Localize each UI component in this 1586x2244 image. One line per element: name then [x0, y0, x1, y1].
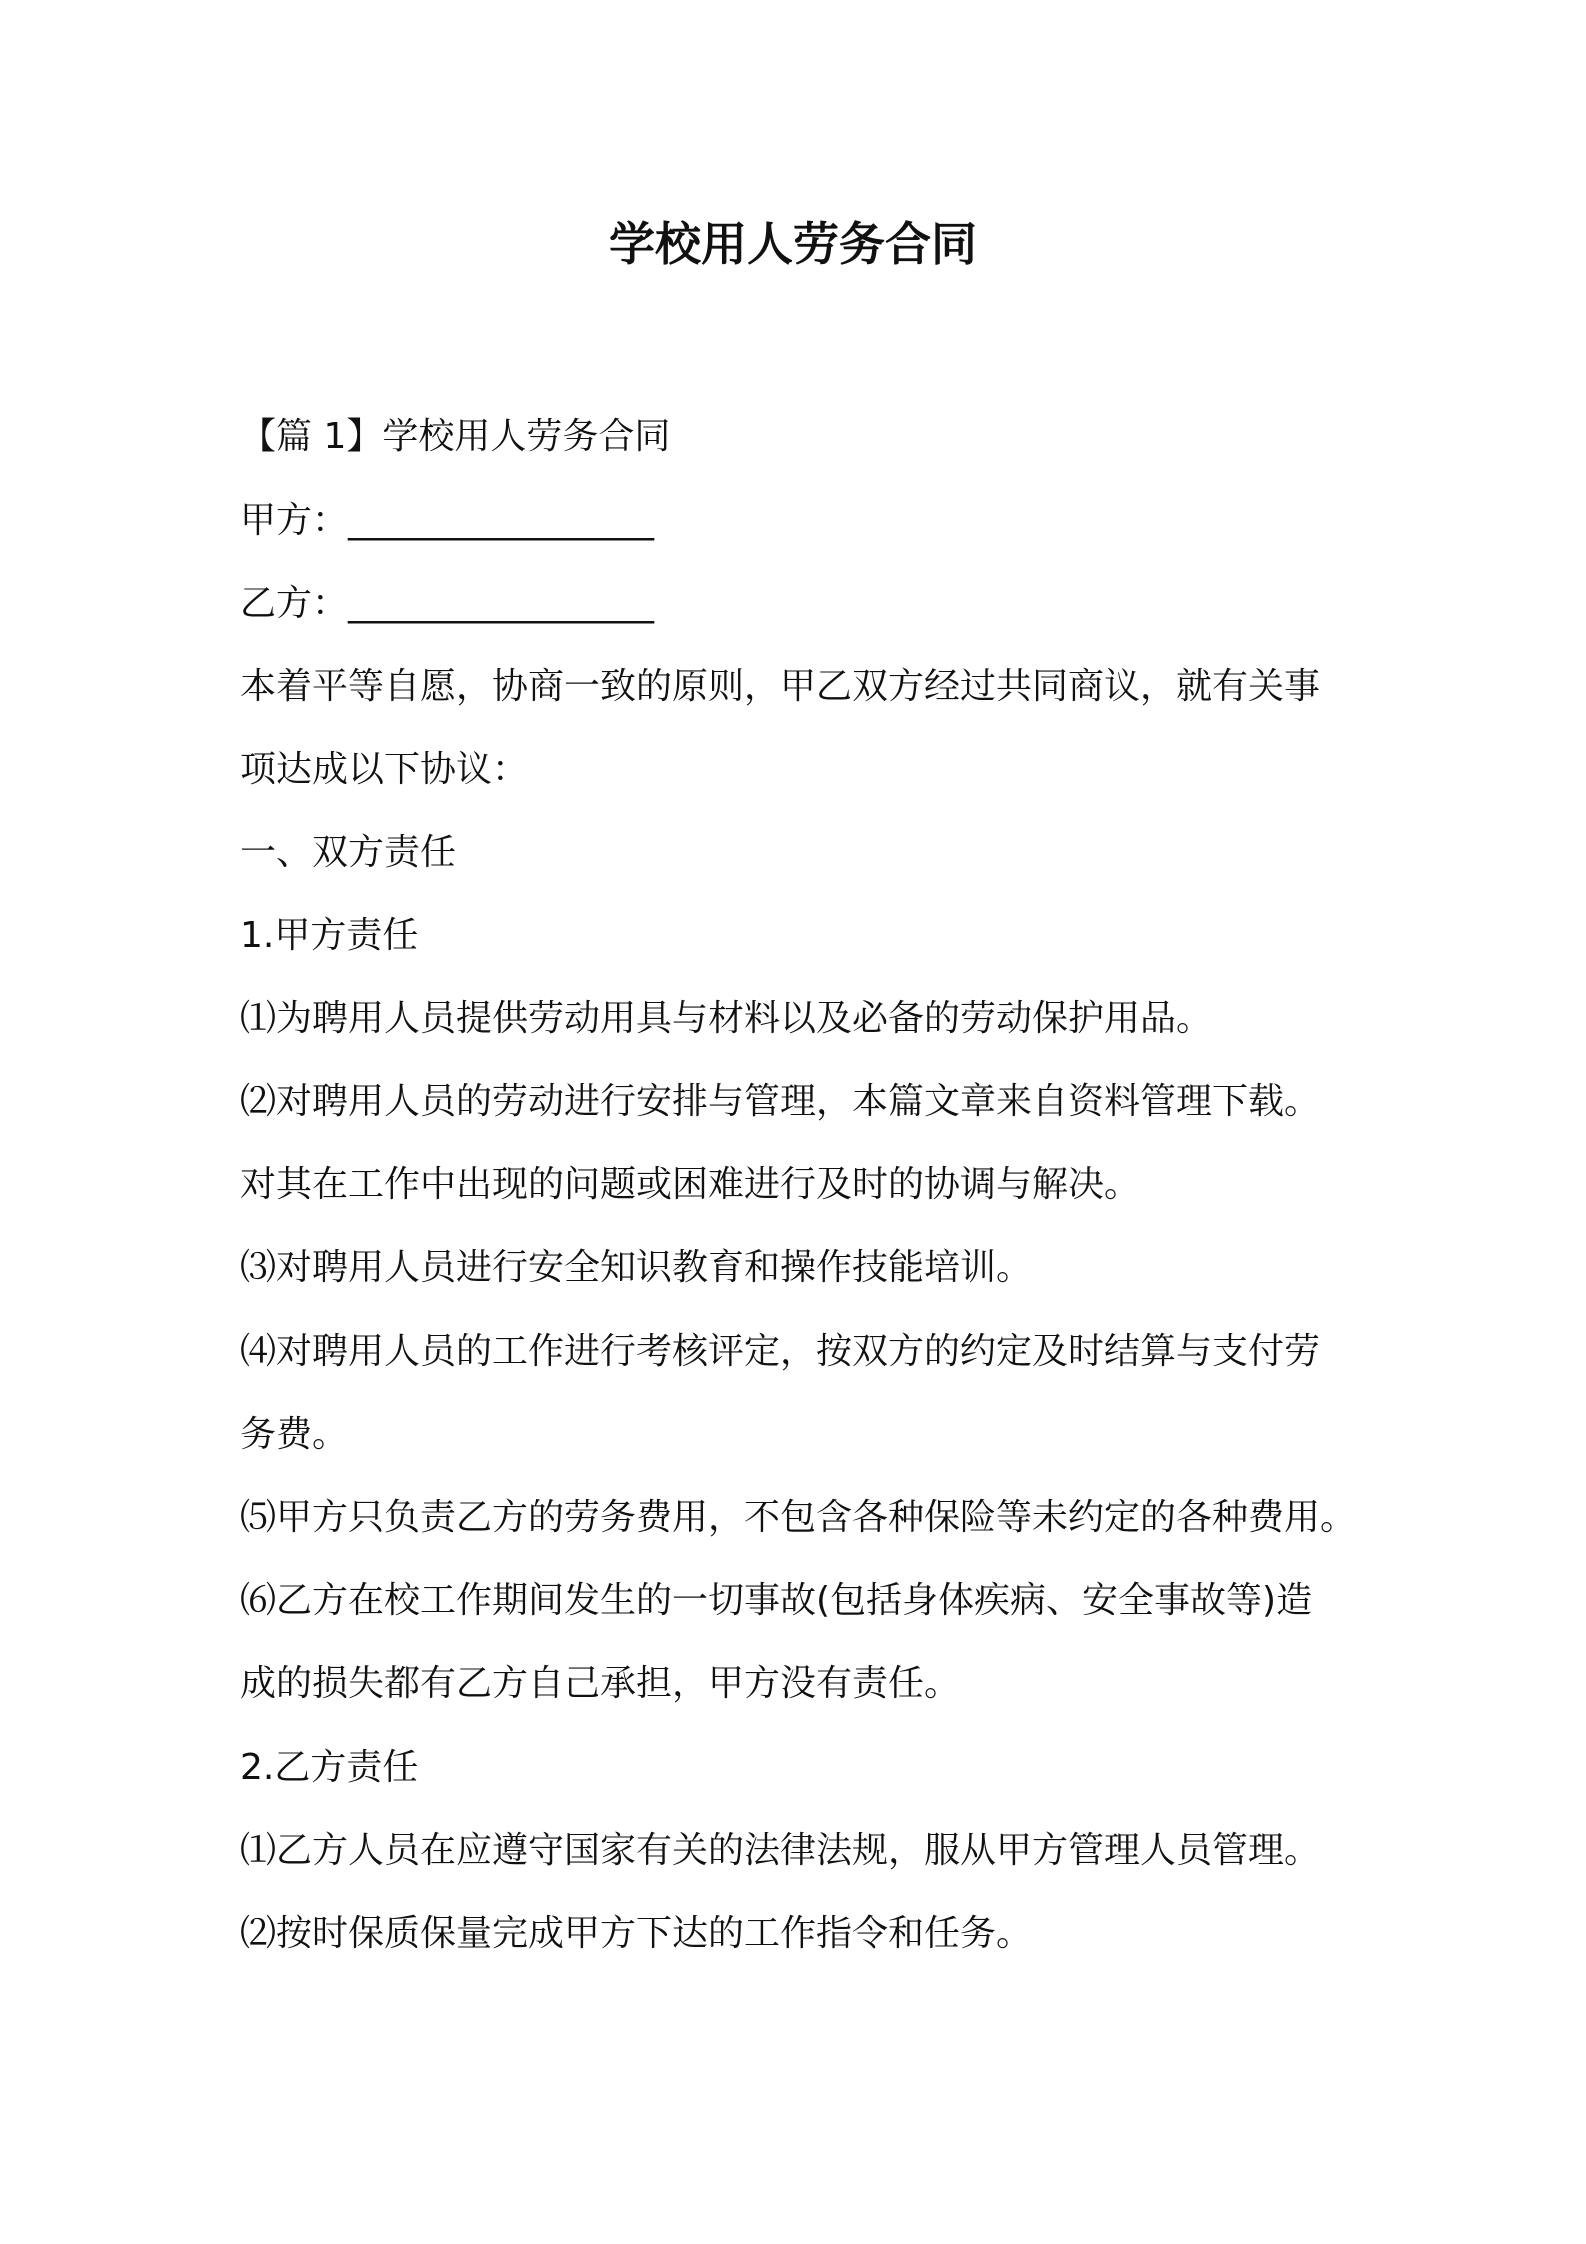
- subheading-party-a: 1.甲方责任: [240, 915, 419, 956]
- clause-a-4-line-1: ⑷对聘用人员的工作进行考核评定，按双方的约定及时结算与支付劳: [240, 1331, 1321, 1372]
- document-title: 学校用人劳务合同: [609, 217, 977, 271]
- clause-a-6-line-2: 成的损失都有乙方自己承担，甲方没有责任。: [240, 1663, 961, 1704]
- clause-b-1: ⑴乙方人员在应遵守国家有关的法律法规，服从甲方管理人员管理。: [240, 1830, 1321, 1871]
- party-b-field: 乙方：_________________: [240, 583, 655, 624]
- clause-a-6-line-1: ⑹乙方在校工作期间发生的一切事故(包括身体疾病、安全事故等)造: [240, 1580, 1313, 1621]
- preamble-line-2: 项达成以下协议：: [240, 749, 529, 790]
- clause-a-3: ⑶对聘用人员进行安全知识教育和操作技能培训。: [240, 1247, 1033, 1288]
- subheading-party-b: 2.乙方责任: [240, 1747, 419, 1788]
- preamble-line-1: 本着平等自愿，协商一致的原则，甲乙双方经过共同商议，就有关事: [240, 666, 1321, 707]
- clause-a-2-line-2: 对其在工作中出现的问题或困难进行及时的协调与解决。: [240, 1164, 1141, 1205]
- section-heading-responsibilities: 一、双方责任: [240, 832, 457, 873]
- clause-a-1: ⑴为聘用人员提供劳动用具与材料以及必备的劳动保护用品。: [240, 998, 1213, 1039]
- clause-a-4-line-2: 务费。: [240, 1414, 349, 1455]
- clause-a-5: ⑸甲方只负责乙方的劳务费用，不包含各种保险等未约定的各种费用。: [240, 1497, 1357, 1538]
- party-a-field: 甲方：_________________: [240, 500, 655, 541]
- section-heading-part-1: 【篇 1】学校用人劳务合同: [240, 416, 671, 457]
- clause-a-2-line-1: ⑵对聘用人员的劳动进行安排与管理，本篇文章来自资料管理下载。: [240, 1081, 1321, 1122]
- clause-b-2: ⑵按时保质保量完成甲方下达的工作指令和任务。: [240, 1913, 1033, 1954]
